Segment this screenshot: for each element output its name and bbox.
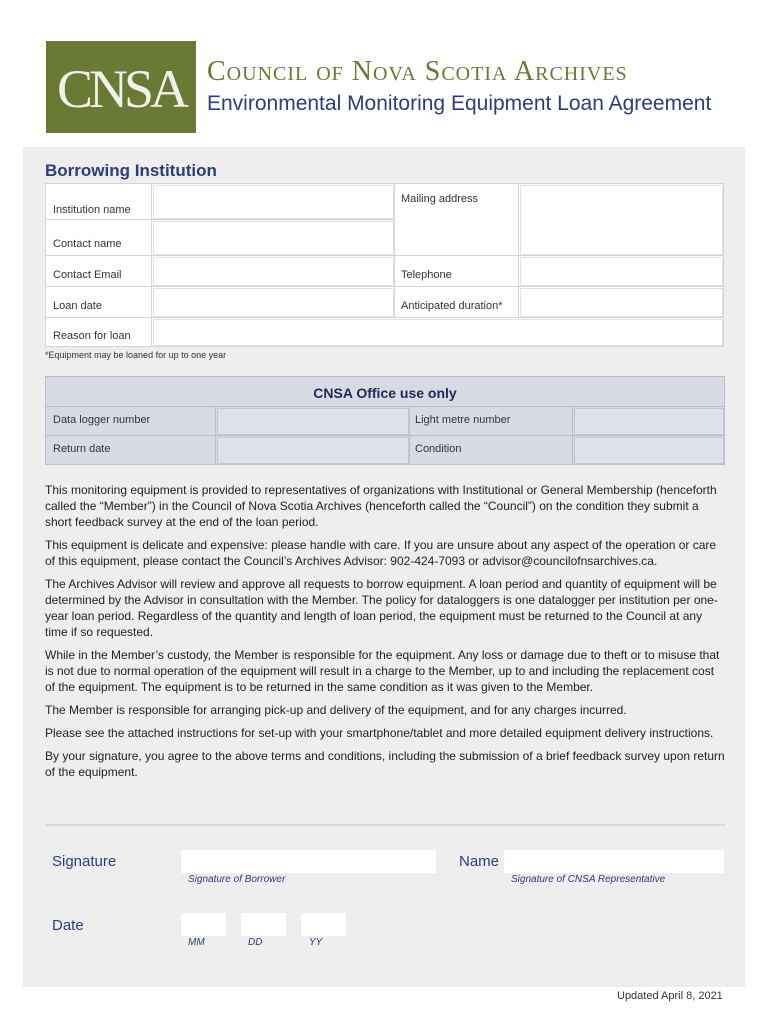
terms-text [45,482,725,787]
reason-input[interactable] [153,319,723,346]
contact-name-label: Contact name [53,238,122,250]
terms-paragraph: Please see the attached instructions for set-up with your smartphone/tablet and more detailed equipment delivery instructions. [45,726,714,740]
form-title: Environmental Monitoring Equipment Loan Agreement [207,92,712,115]
terms-paragraph: By your signature, you agree to the above terms and conditions, including the submission of a brief feedback survey upon return of the equipment. [45,749,725,779]
divider [45,824,725,826]
date-label: Date [52,917,84,934]
date-month-input[interactable] [181,913,226,936]
loan-date-input[interactable] [153,288,394,317]
contact-name-input[interactable] [153,221,394,255]
org-name: Council of Nova Scotia Archives [207,56,628,87]
updated-date: Updated April 8, 2021 [617,990,723,1002]
borrower-signature-hint: Signature of Borrower [188,874,286,885]
return-date-label: Return date [53,443,111,455]
terms-paragraph: This monitoring equipment is provided to representatives of organizations with Institutional or General Membership (henceforth called the “Member”) in the Council of Nova Scotia Archives (henceforth called the “Council”) on the condition they submit a short feedback survey at the end of the loan period. [45,483,717,529]
condition-input[interactable] [574,437,724,464]
terms-paragraph: The Member is responsible for arranging pick-up and delivery of the equipment, and for any charges incurred. [45,703,627,717]
signature-label: Signature [52,853,117,870]
year-hint: YY [309,937,323,948]
mailing-address-input[interactable] [520,185,723,255]
contact-email-label: Contact Email [53,269,122,281]
cnsa-logo [46,41,196,133]
institution-name-input[interactable] [153,185,394,219]
borrowing-grid [45,183,724,347]
borrower-signature-input[interactable] [181,850,436,873]
representative-signature-hint: Signature of CNSA Representative [511,874,666,885]
month-hint: MM [188,937,205,948]
office-use-box [45,376,725,465]
condition-label: Condition [415,443,462,455]
day-hint: DD [248,937,263,948]
loan-note: *Equipment may be loaned for up to one year [45,350,227,360]
anticipated-duration-input[interactable] [520,288,723,317]
date-day-input[interactable] [241,913,286,936]
light-metre-label: Light metre number [415,414,511,426]
reason-label: Reason for loan [53,330,131,342]
loan-date-label: Loan date [53,300,102,312]
name-label: Name [459,853,500,870]
terms-paragraph: The Archives Advisor will review and approve all requests to borrow equipment. A loan period and quantity of equipment will be determined by the Advisor in consultation with the Member. The policy for dataloggers is one datalogger per institution per one-year loan period. Regardless of the quantity and length of loan period, the equipment must be returned to the Council at any time if so requested. [45,577,718,639]
institution-name-label: Institution name [53,204,131,216]
return-date-input[interactable] [217,437,409,464]
data-logger-input[interactable] [217,408,409,435]
telephone-label: Telephone [401,269,452,281]
section-title-borrowing: Borrowing Institution [45,161,217,180]
terms-paragraph: This equipment is delicate and expensive: please handle with care. If you are unsure about any aspect of the operation or care of this equipment, please contact the Council’s Archives Advisor: 902-424-7093 or advisor@councilofnsarchives.ca. [45,538,717,568]
data-logger-label: Data logger number [53,414,151,426]
office-use-title: CNSA Office use only [313,385,457,401]
telephone-input[interactable] [520,257,723,286]
light-metre-input[interactable] [574,408,724,435]
terms-paragraph: While in the Member’s custody, the Member is responsible for the equipment. Any loss or damage due to theft or to misuse that is not due to normal operation of the equipment will result in a charge to the Member, up to and including the replacement cost of the equipment. The equipment is to be returned in the same condition as it was given to the Member. [45,648,720,694]
contact-email-input[interactable] [153,257,394,286]
representative-signature-input[interactable] [504,850,724,873]
anticipated-duration-label: Anticipated duration* [401,300,503,312]
mailing-address-label: Mailing address [401,193,479,205]
date-year-input[interactable] [301,913,346,936]
logo-text: CNSA [56,59,186,119]
cnsa-logo-mark [46,41,196,133]
